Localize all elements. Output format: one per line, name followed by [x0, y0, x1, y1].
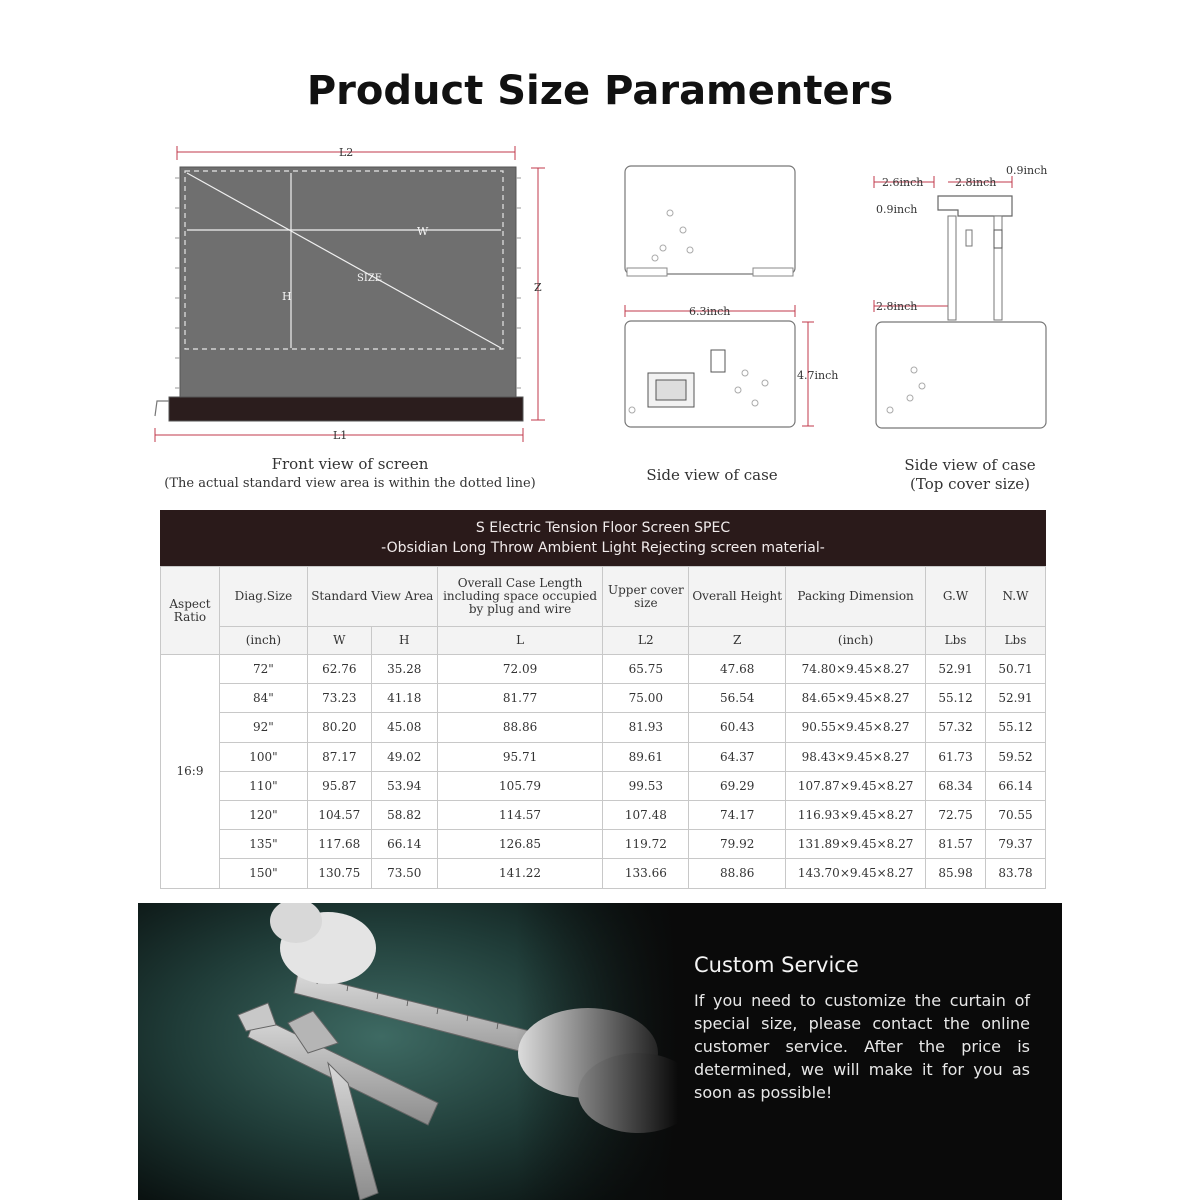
custom-service-body: If you need to customize the curtain of special size, please contact the online customer service. After the price is determined, we will make it for you as soon as possible! [694, 991, 1030, 1102]
cover-dim-c-label: 0.9inch [1006, 164, 1048, 177]
subheader-h: H [371, 627, 437, 655]
header-height: Overall Height [689, 567, 786, 627]
cell-w: 104.57 [307, 800, 371, 829]
header-gw: G.W [926, 567, 986, 627]
cell-w: 73.23 [307, 684, 371, 713]
front-view-caption-title: Front view of screen [271, 455, 429, 473]
cell-w: 87.17 [307, 742, 371, 771]
cell-h: 41.18 [371, 684, 437, 713]
cell-h: 73.50 [371, 859, 437, 888]
cell-w: 80.20 [307, 713, 371, 742]
cell-pack: 98.43×9.45×8.27 [786, 742, 926, 771]
custom-service-panel [138, 903, 1062, 1200]
spec-table [160, 566, 1046, 889]
cell-w: 130.75 [307, 859, 371, 888]
cell-diag: 100" [219, 742, 307, 771]
cell-nw: 70.55 [985, 800, 1045, 829]
cell-pack: 84.65×9.45×8.27 [786, 684, 926, 713]
cell-pack: 107.87×9.45×8.27 [786, 771, 926, 800]
front-view-diagram [145, 138, 565, 448]
top-cover-caption-title: Side view of case [904, 456, 1036, 474]
cell-l2: 107.48 [603, 800, 689, 829]
subheader-l2: L2 [603, 627, 689, 655]
cell-gw: 52.91 [926, 655, 986, 684]
top-cover-caption [880, 456, 1060, 494]
header-diag: Diag.Size [219, 567, 307, 627]
header-view-area: Standard View Area [307, 567, 437, 627]
subheader-l: L [437, 627, 603, 655]
table-row [161, 655, 1046, 684]
cell-nw: 50.71 [985, 655, 1045, 684]
cell-pack: 131.89×9.45×8.27 [786, 830, 926, 859]
spec-subtitle: -Obsidian Long Throw Ambient Light Rejecting screen material- [381, 540, 825, 556]
cell-h: 49.02 [371, 742, 437, 771]
cell-z: 56.54 [689, 684, 786, 713]
cell-z: 64.37 [689, 742, 786, 771]
cell-pack: 143.70×9.45×8.27 [786, 859, 926, 888]
cell-l: 105.79 [437, 771, 603, 800]
top-cover-diagram [862, 158, 1062, 438]
subheader-packing: (inch) [786, 627, 926, 655]
cell-gw: 55.12 [926, 684, 986, 713]
header-case-length: Overall Case Length including space occupied by plug and wire [437, 567, 603, 627]
cell-gw: 85.98 [926, 859, 986, 888]
cell-h: 45.08 [371, 713, 437, 742]
subheader-z: Z [689, 627, 786, 655]
cell-z: 88.86 [689, 859, 786, 888]
aspect-ratio-cell: 16:9 [161, 655, 220, 889]
measuring-photo [138, 903, 678, 1200]
table-row [161, 713, 1046, 742]
cell-l2: 81.93 [603, 713, 689, 742]
size-label: SIZE [357, 273, 383, 284]
cell-l: 95.71 [437, 742, 603, 771]
cell-l: 114.57 [437, 800, 603, 829]
cover-dim-e-label: 2.8inch [876, 300, 918, 313]
z-label: Z [534, 281, 542, 294]
cell-diag: 84" [219, 684, 307, 713]
cell-l2: 133.66 [603, 859, 689, 888]
table-row [161, 859, 1046, 888]
table-row [161, 830, 1046, 859]
cell-w: 95.87 [307, 771, 371, 800]
case-width-label: 6.3inch [689, 305, 731, 318]
cell-w: 117.68 [307, 830, 371, 859]
subheader-diag: (inch) [219, 627, 307, 655]
cell-h: 58.82 [371, 800, 437, 829]
cell-h: 66.14 [371, 830, 437, 859]
header-packing: Packing Dimension [786, 567, 926, 627]
l1-label: L1 [333, 429, 348, 442]
cell-l2: 99.53 [603, 771, 689, 800]
front-view-caption [150, 455, 550, 493]
header-upper-cover: Upper cover size [603, 567, 689, 627]
cell-nw: 59.52 [985, 742, 1045, 771]
page-title: Product Size Paramenters [306, 68, 894, 114]
front-view-caption-note: (The actual standard view area is within the dotted line) [164, 476, 536, 491]
side-view-case-diagram [615, 158, 855, 438]
cell-gw: 68.34 [926, 771, 986, 800]
table-row [161, 800, 1046, 829]
w-label: W [417, 225, 429, 238]
cell-gw: 81.57 [926, 830, 986, 859]
table-row [161, 742, 1046, 771]
cell-l: 88.86 [437, 713, 603, 742]
cell-diag: 135" [219, 830, 307, 859]
cell-l2: 89.61 [603, 742, 689, 771]
header-nw: N.W [985, 567, 1045, 627]
cell-diag: 120" [219, 800, 307, 829]
cell-l: 141.22 [437, 859, 603, 888]
cell-h: 53.94 [371, 771, 437, 800]
spec-table-header [160, 510, 1046, 566]
cell-gw: 61.73 [926, 742, 986, 771]
cell-nw: 83.78 [985, 859, 1045, 888]
table-row [161, 771, 1046, 800]
cell-l2: 65.75 [603, 655, 689, 684]
cell-z: 79.92 [689, 830, 786, 859]
subheader-nw: Lbs [985, 627, 1045, 655]
custom-service-title: Custom Service [694, 953, 859, 977]
cell-l2: 75.00 [603, 684, 689, 713]
cell-nw: 79.37 [985, 830, 1045, 859]
cell-pack: 116.93×9.45×8.27 [786, 800, 926, 829]
cell-l: 81.77 [437, 684, 603, 713]
cell-gw: 72.75 [926, 800, 986, 829]
header-aspect: Aspect Ratio [161, 567, 220, 655]
cell-w: 62.76 [307, 655, 371, 684]
cell-pack: 74.80×9.45×8.27 [786, 655, 926, 684]
subheader-gw: Lbs [926, 627, 986, 655]
subheader-w: W [307, 627, 371, 655]
cell-h: 35.28 [371, 655, 437, 684]
cell-z: 47.68 [689, 655, 786, 684]
cell-z: 69.29 [689, 771, 786, 800]
cover-dim-a-label: 2.6inch [882, 176, 924, 189]
cell-diag: 72" [219, 655, 307, 684]
cell-gw: 57.32 [926, 713, 986, 742]
cell-l2: 119.72 [603, 830, 689, 859]
cell-diag: 110" [219, 771, 307, 800]
cell-l: 126.85 [437, 830, 603, 859]
l2-label: L2 [339, 146, 354, 159]
spec-title: S Electric Tension Floor Screen SPEC [475, 520, 731, 536]
cover-dim-d-label: 0.9inch [876, 203, 918, 216]
cell-l: 72.09 [437, 655, 603, 684]
spec-table-section [160, 510, 1046, 893]
cell-nw: 52.91 [985, 684, 1045, 713]
table-row [161, 684, 1046, 713]
case-height-label: 4.7inch [797, 369, 839, 382]
h-label: H [282, 290, 292, 303]
cell-nw: 55.12 [985, 713, 1045, 742]
cell-z: 60.43 [689, 713, 786, 742]
side-view-caption: Side view of case [646, 466, 778, 484]
cover-dim-b-label: 2.8inch [955, 176, 997, 189]
cell-diag: 92" [219, 713, 307, 742]
cell-z: 74.17 [689, 800, 786, 829]
cell-diag: 150" [219, 859, 307, 888]
cell-nw: 66.14 [985, 771, 1045, 800]
cell-pack: 90.55×9.45×8.27 [786, 713, 926, 742]
top-cover-caption-note: (Top cover size) [910, 475, 1030, 493]
